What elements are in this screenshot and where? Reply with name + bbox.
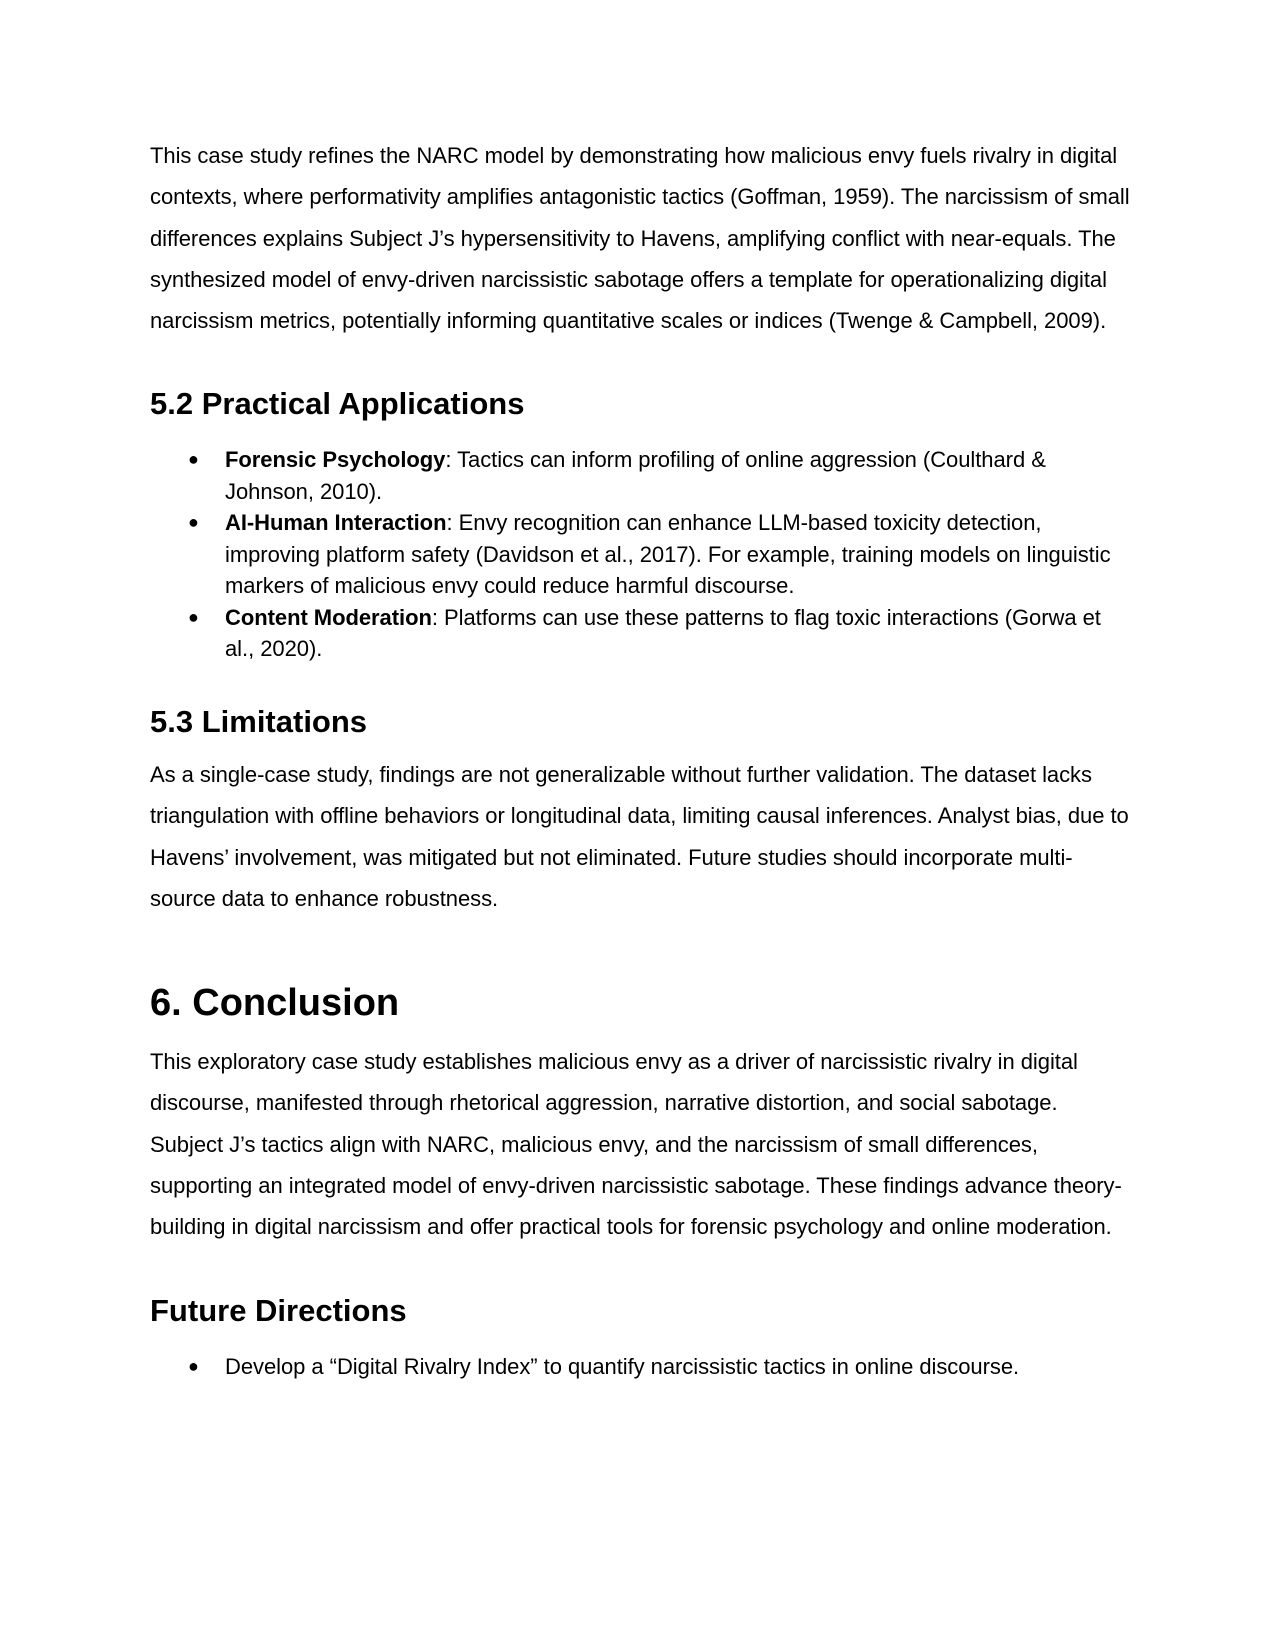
- document-page: [150, 0, 1130, 1382]
- list-item-term: Content Moderation: [225, 604, 432, 630]
- list-item: [150, 602, 1130, 665]
- bullet-icon: ●: [188, 512, 199, 533]
- bullet-icon: ●: [188, 449, 199, 470]
- list-item-text: : Tactics can inform profiling of online aggression (Coulthard & Johnson, 2010).: [225, 447, 1046, 504]
- list-item-term: AI-Human Interaction: [225, 510, 447, 536]
- future-directions-list: [150, 1351, 1130, 1383]
- bullet-icon: ●: [188, 606, 199, 627]
- list-item: [150, 444, 1130, 507]
- conclusion-paragraph: This exploratory case study establishes malicious envy as a driver of narcissistic rivalry in digital discourse, manifested through rhetorical aggression, narrative distortion, and social sabotage. Subject J’s tactics align with NARC, malicious envy, and the narcissism of small differences, supporting an integrated model of envy-driven narcissistic sabotage. These findings advance theory-building in digital narcissism and offer practical tools for forensic psychology and online moderation.: [150, 1049, 1122, 1240]
- practical-applications-list: [150, 444, 1130, 665]
- intro-paragraph: This case study refines the NARC model by demonstrating how malicious envy fuels rivalry in digital contexts, where performativity amplifies antagonistic tactics (Goffman, 1959). The narcissism of small differences explains Subject J’s hypersensitivity to Havens, amplifying conflict with near-equals. The synthesized model of envy-driven narcissistic sabotage offers a template for operationalizing digital narcissism metrics, potentially informing quantitative scales or indices (Twenge & Campbell, 2009).: [150, 143, 1130, 334]
- list-item-text: : Platforms can use these patterns to flag toxic interactions (Gorwa et al., 2020).: [225, 604, 1101, 662]
- limitations-paragraph: As a single-case study, findings are not generalizable without further validation. The dataset lacks triangulation with offline behaviors or longitudinal data, limiting causal inferences. Analyst bias, due to Havens’ involvement, was mitigated but not eliminated. Future studies should incorporate multi-source data to enhance robustness.: [150, 761, 1129, 911]
- list-item: [150, 1351, 1130, 1383]
- bullet-icon: ●: [188, 1355, 199, 1376]
- list-item-term: Forensic Psychology: [225, 447, 446, 473]
- list-item-text: : Envy recognition can enhance LLM-based toxicity detection, improving platform safety (Davidson et al., 2017). For example, training models on linguistic markers of malicious envy could reduce harmful discourse.: [225, 510, 1111, 599]
- practical-applications-heading: 5.2 Practical Applications: [150, 386, 525, 422]
- list-item: [150, 507, 1130, 602]
- limitations-heading: 5.3 Limitations: [150, 703, 368, 739]
- conclusion-heading: 6. Conclusion: [150, 982, 400, 1025]
- future-directions-heading: Future Directions: [150, 1292, 407, 1328]
- list-item-text: Develop a “Digital Rivalry Index” to quantify narcissistic tactics in online discourse.: [225, 1353, 1020, 1379]
